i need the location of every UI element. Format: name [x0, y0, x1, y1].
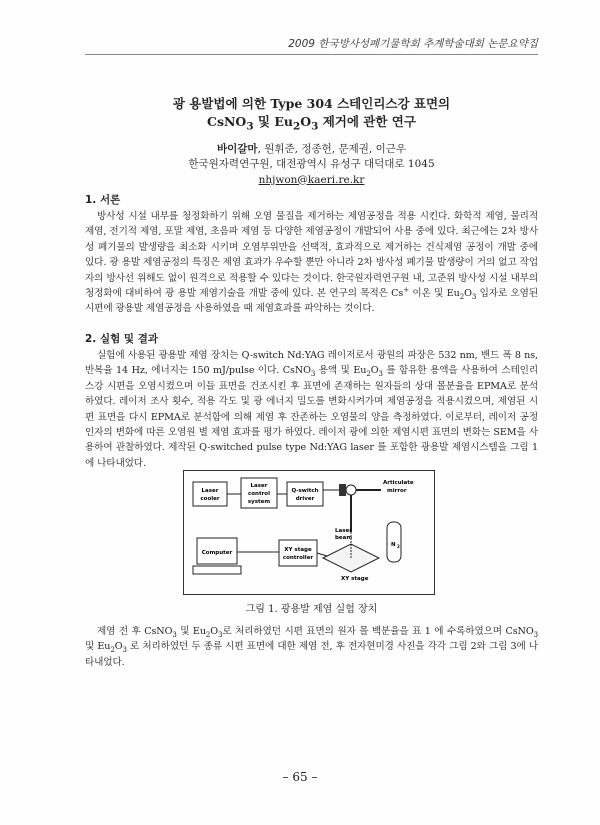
text-frag: 용액 및 Eu: [315, 365, 367, 377]
lead-author: 바이갈마: [217, 142, 258, 155]
text-frag: O: [370, 365, 379, 377]
title-block: [85, 95, 538, 188]
title-sub: 3: [246, 120, 254, 133]
n2-label: N: [391, 542, 396, 548]
title-line-2: [85, 113, 538, 136]
text-sub: 3: [378, 370, 383, 379]
title-frag: 및 Eu: [253, 114, 293, 129]
xy-controller-label-2: controller: [282, 555, 314, 561]
authors: [85, 142, 538, 156]
xy-controller-box: [279, 540, 317, 566]
xy-controller-label-1: XY stage: [284, 547, 312, 553]
email-link[interactable]: nhjwon@kaeri.re.kr: [258, 173, 365, 186]
experiment-paragraph: [85, 348, 538, 471]
articulate-label-2: mirror: [387, 488, 407, 494]
computer-keyboard: [193, 566, 241, 574]
text-sup: +: [403, 285, 410, 294]
text-frag: 로 처리하였던 두 종류 시편 표면에 대한 제염 전, 후 전자현미경 사진을 각각 그림 2와 그림 3에 나타내었다.: [85, 641, 538, 668]
experiment-heading: 2. 실험 및 결과: [85, 333, 158, 345]
laser-head: [339, 484, 346, 496]
laser-beam-label-2: beam: [335, 535, 353, 541]
title-frag: O: [300, 114, 312, 129]
laser-control-label-1: Laser: [250, 483, 268, 489]
text-sub: 2: [205, 630, 211, 639]
qswitch-label-2: driver: [295, 496, 315, 502]
text-frag: O: [114, 641, 123, 653]
mirror-joint: [346, 485, 356, 495]
xy-stage-label: XY stage: [341, 576, 369, 582]
title-sub: 3: [311, 120, 319, 133]
computer-label: Computer: [201, 550, 233, 556]
n2-sub: 2: [397, 544, 400, 549]
text-sub: 2: [110, 646, 115, 655]
results-section: [85, 624, 538, 670]
text-sub: 3: [310, 370, 316, 379]
intro-paragraph: [85, 209, 538, 317]
text-frag: 를 함유한 용액을 사용하여 스테인리스강 시편을 오염시켰으며 이들 표면을 건조시킨 후 표면에 존재하는 원자들의 상대 몰분율을 EPMA로 분석하였다. 레이저 조사 횟수, 적용 각도 및 광 에너지 밀도를 변화시켜가며 제염공정을 적용시켰으며, 제염된 시편 표면을 다시 EPMA로 분석함에 의해 제염 후 잔존하는 오염물의 양을 측정하였다. 이로부터, 레이저 공정 인자의 변화에 따른 오염원 별 제염 효과를 평가 하였다. 레이저 광에 의한 제염시편 표면의 변화는 SEM을 사용하여 관찰하였다. 제작된 Q-switched pulse type Nd:YAG laser 를 포함한 광용발 제염시스템을 그림 1에 나타내었다.: [85, 365, 538, 469]
text-frag: O: [464, 288, 472, 300]
text-frag: 방사성 시설 내부를 청정화하기 위해 오염 물질을 제거하는 제염공정을 적용 시킨다. 화학적 제염, 물리적 제염, 전기적 제염, 포말 제염, 초음파 제염 등 다양한 제염공정이 개발되어 사용 중에 있다. 최근에는 2차 방사성 폐기물의 발생량을 최소화 시키며 오염부위만을 선택적, 효과적으로 제거하는 건식제염 공정이 개발 중에 있다. 광 용발 제염공정의 특징은 제염 효과가 우수할 뿐만 아니라 2차 방사성 폐기물 발생량이 거의 없고 작업자의 방사선 위해도 없이 원격으로 적용할 수 있다는 것이다. 한국원자력연구원 내, 고준위 방사성 시설 내부의 청정화에 대비하여 광 용발 제염기술을 개발 중에 있다. 본 연구의 목적은 Cs: [85, 211, 538, 300]
running-header: 2009 한국방사성폐기물학회 추계학술대회 논문요약집: [288, 38, 538, 50]
text-sub: 3: [172, 630, 177, 639]
header-rule: [85, 54, 538, 55]
text-frag: 입자로 오염된 시편에 광용발 제염공정을 사용하였을 때 제염효과를 파악하는 것이다.: [85, 288, 538, 315]
laser-cooler-label-1: Laser: [201, 488, 219, 494]
co-authors: , 원휘준, 정종헌, 문제권, 이근우: [257, 142, 406, 155]
title-frag: CsNO: [207, 114, 247, 129]
figure-caption: 그림 1. 광용발 제염 실험 장치: [245, 604, 378, 615]
results-paragraph: [85, 624, 538, 670]
text-sub: 3: [533, 630, 538, 639]
qswitch-driver-box: [287, 482, 323, 506]
text-frag: 이온 및 Eu: [409, 288, 460, 300]
text-sub: 3: [471, 292, 477, 301]
qswitch-label-1: Q-switch: [291, 488, 319, 494]
laser-cooler-label-2: cooler: [200, 496, 220, 502]
intro-heading: 1. 서론: [85, 194, 121, 206]
text-frag: 로 처리하였던 시편 표면의 원자 몰 백분율을 표 1 에 수록하였으며 CsNO: [222, 626, 534, 637]
intro-section: [85, 192, 538, 317]
connector-line: [317, 553, 327, 556]
laser-beam-label-1: Laser: [335, 528, 352, 534]
experiment-section: [85, 331, 538, 471]
articulate-label-1: Articulate: [383, 480, 414, 486]
page-number: – 65 –: [282, 770, 318, 784]
laser-cooler-box: [193, 482, 227, 506]
title-sub: 2: [292, 120, 301, 133]
text-sub: 2: [366, 370, 371, 379]
title-frag: 제거에 관한 연구: [318, 114, 416, 129]
text-frag: O: [210, 626, 219, 637]
laser-control-label-2: control: [248, 491, 270, 497]
figure-1-apparatus: [183, 470, 435, 595]
text-sub: 2: [459, 292, 465, 301]
text-frag: 및 Eu: [176, 626, 206, 637]
affiliation: 한국원자력연구원, 대전광역시 유성구 대덕대로 1045: [188, 157, 435, 170]
text-sub: 3: [122, 646, 127, 655]
text-frag: 및 Eu: [85, 641, 111, 653]
text-frag: 제염 전 후 CsNO: [97, 626, 173, 637]
text-sub: 3: [218, 630, 223, 639]
title-line-1: 광 용발법에 의한 Type 304 스테인리스강 표면의: [172, 96, 451, 111]
laser-control-label-3: system: [247, 499, 271, 505]
text-frag: 실험에 사용된 광용발 제염 장치는 Q-switch Nd:YAG 레이저로서 광원의 파장은 532 nm, 밴드 폭 8 ns, 반복율 14 Hz, 에너지는 150 mJ/pulse 이다. CsNO: [85, 350, 538, 377]
